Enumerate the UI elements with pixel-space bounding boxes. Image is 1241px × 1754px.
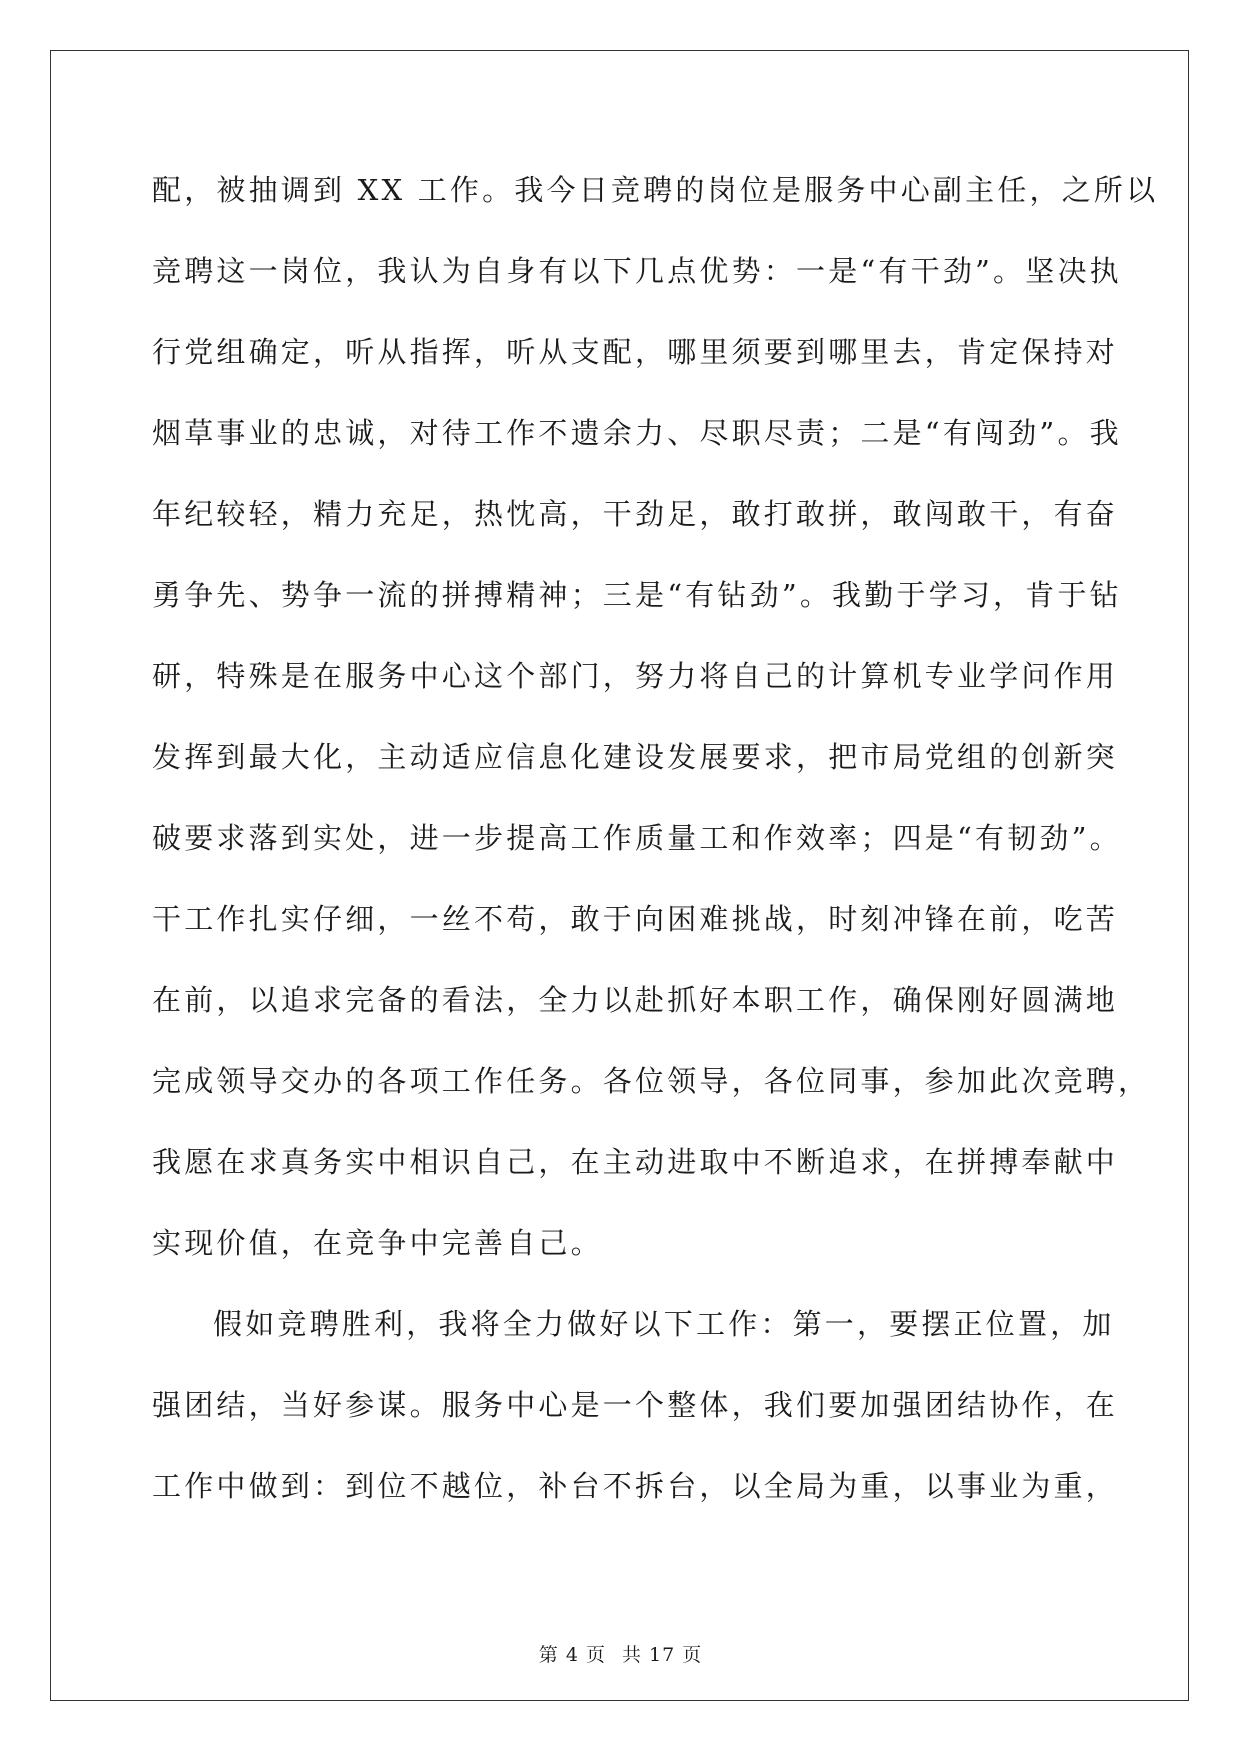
text-line: 年纪较轻，精力充足，热忱高，干劲足，敢打敢拼，敢闯敢干，有奋 [152,497,1119,531]
text-line: 强团结，当好参谋。服务中心是一个整体，我们要加强团结协作，在 [152,1388,1119,1422]
text-line: 配，被抽调到 XX 工作。我今日竞聘的岗位是服务中心副主任，之所以 [152,173,1159,207]
text-line: 行党组确定，听从指挥，听从支配，哪里须要到哪里去，肯定保持对 [152,335,1119,369]
text-line: 研，特殊是在服务中心这个部门，努力将自己的计算机专业学问作用 [152,659,1119,693]
text-line: 干工作扎实仔细，一丝不苟，敢于向困难挑战，时刻冲锋在前，吃苦 [152,902,1119,936]
page-footer [0,1640,1241,1667]
page-total: 共 17 页 [621,1644,703,1666]
text-line: 勇争先、势争一流的拼搏精神；三是“有钻劲”。我勤于学习，肯于钻 [152,578,1122,612]
text-line: 我愿在求真务实中相识自己，在主动进取中不断追求，在拼搏奉献中 [152,1145,1119,1179]
text-line: 竞聘这一岗位，我认为自身有以下几点优势：一是“有干劲”。坚决执 [152,254,1122,288]
text-line: 破要求落到实处，进一步提高工作质量工和作效率；四是“有韧劲”。 [152,821,1122,855]
text-line: 完成领导交办的各项工作任务。各位领导，各位同事，参加此次竞聘， [152,1064,1151,1098]
text-line: 发挥到最大化，主动适应信息化建设发展要求，把市局党组的创新突 [152,740,1119,774]
text-line: 烟草事业的忠诚，对待工作不遗余力、尽职尽责；二是“有闯劲”。我 [152,416,1122,450]
document-body [152,150,1159,1527]
page-number: 第 4 页 [538,1644,606,1666]
text-line: 在前，以追求完备的看法，全力以赴抓好本职工作，确保刚好圆满地 [152,983,1119,1017]
text-line: 实现价值，在竞争中完善自己。 [152,1226,603,1260]
text-line: 工作中做到：到位不越位，补台不拆台，以全局为重，以事业为重， [152,1469,1119,1503]
paragraph-start-line: 假如竞聘胜利，我将全力做好以下工作：第一，要摆正位置，加 [213,1307,1115,1341]
